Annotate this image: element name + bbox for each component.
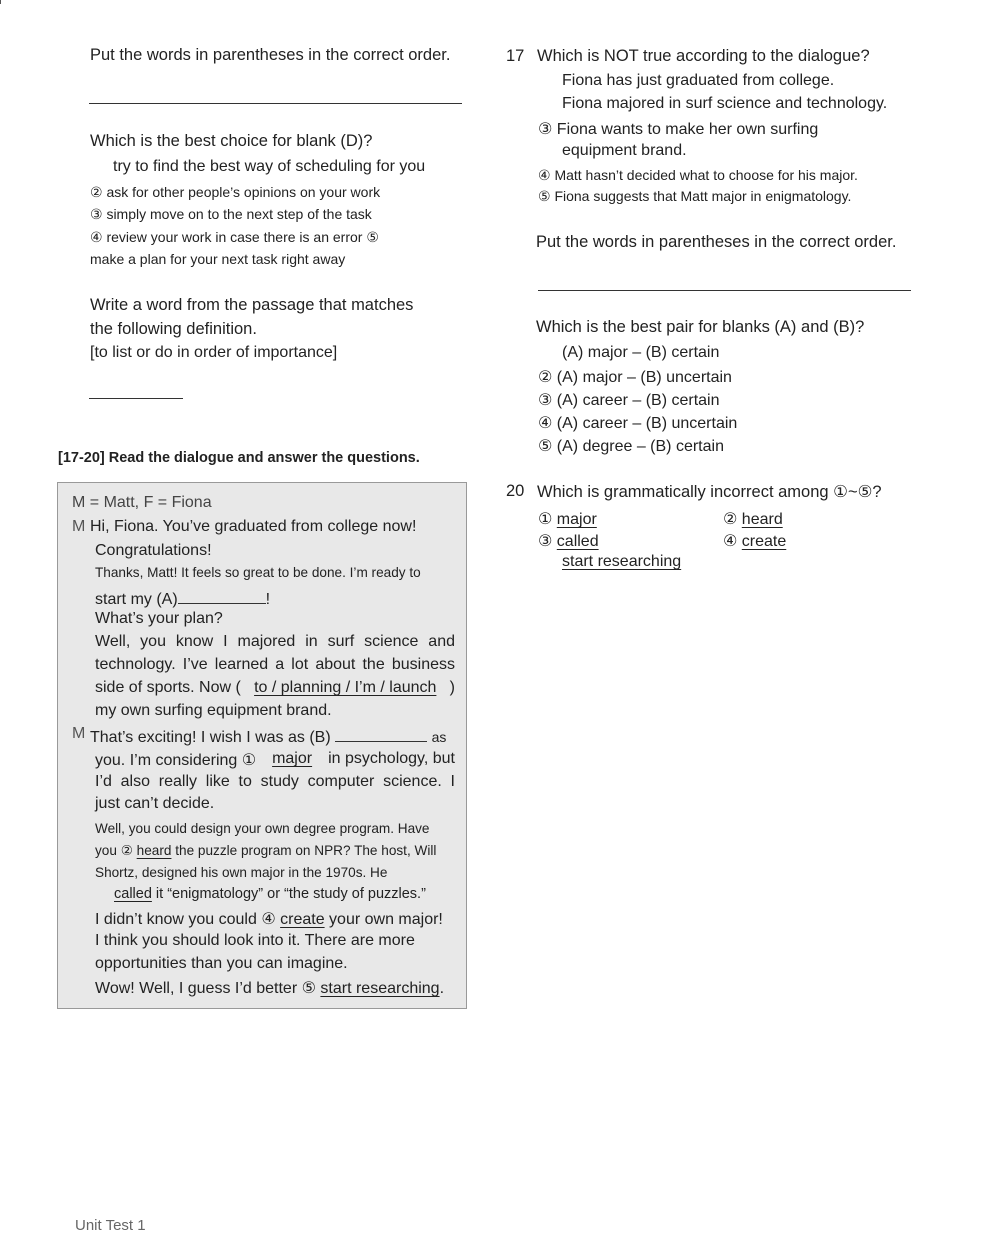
q-pair-option-1[interactable]: (A) major – (B) certain	[562, 344, 720, 361]
answer-line-order-2[interactable]	[538, 290, 911, 291]
dialogue-line-4	[95, 587, 270, 609]
underline-2-heard: heard	[136, 843, 172, 858]
speaker-m-2: M	[72, 725, 86, 742]
blank-a[interactable]	[178, 587, 266, 604]
dialogue-line-11	[95, 750, 455, 770]
underline-4-create: create	[280, 911, 325, 928]
question-order-prompt: Put the words in parentheses in the correct order.	[90, 46, 451, 64]
dialogue-line-2: Congratulations!	[95, 542, 212, 559]
q17-option-3[interactable]: ③ Fiona wants to make her own surfing	[538, 121, 819, 138]
blank-d-option-4[interactable]: ④ review your work in case there is an error ⑤	[90, 229, 379, 245]
dialogue-line-3: Thanks, Matt! It feels so great to be done. I’m ready to	[95, 565, 421, 580]
q20-option-4[interactable]	[723, 531, 786, 551]
underline-3-called: called	[114, 886, 152, 902]
dialogue-line-21-end: .	[439, 980, 445, 997]
q17-option-1[interactable]: Fiona has just graduated from college.	[562, 72, 835, 89]
dialogue-line-10-text: That’s exciting! I wish I was as (B)	[90, 729, 331, 746]
dialogue-line-21	[95, 978, 444, 998]
dialogue-line-19: I think you should look into it. There are more	[95, 932, 415, 949]
dialogue-line-11-end: in psychology, but	[328, 750, 455, 767]
dialogue-line-9: my own surfing equipment brand.	[95, 702, 332, 719]
q-pair-option-3[interactable]: ③ (A) career – (B) certain	[538, 392, 720, 409]
q20-option-5[interactable]: start researching	[562, 553, 682, 570]
q20-option-2[interactable]	[723, 509, 783, 529]
dialogue-line-7: technology. I’ve learned a lot about the business	[95, 656, 455, 673]
q20-option-3-text: called	[556, 533, 599, 550]
q-pair-option-2[interactable]: ② (A) major – (B) uncertain	[538, 369, 732, 386]
q20-option-3-num: ③	[538, 533, 553, 550]
dialogue-line-4-text: start my (A)	[95, 591, 178, 608]
dialogue-line-10	[90, 725, 446, 747]
dialogue-line-20: opportunities than you can imagine.	[95, 955, 348, 972]
q17-prompt: Which is NOT true according to the dialogue?	[537, 47, 870, 65]
blank-b[interactable]	[335, 725, 427, 742]
q-pair-prompt: Which is the best pair for blanks (A) and (B)?	[536, 318, 865, 336]
q17-option-4[interactable]: ④ Matt hasn’t decided what to choose for his major.	[538, 167, 858, 183]
dialogue-line-18-text: I didn’t know you could ④	[95, 911, 276, 928]
dialogue-line-15	[95, 843, 436, 859]
q-pair-option-4[interactable]: ④ (A) career – (B) uncertain	[538, 415, 738, 432]
answer-line-word[interactable]	[89, 398, 183, 399]
dialogue-line-17	[114, 886, 426, 902]
q20-option-2-num: ②	[723, 511, 738, 528]
q17-number: 17	[506, 47, 525, 65]
dialogue-line-17-end: it “enigmatology” or “the study of puzzles.”	[155, 886, 426, 902]
dialogue-line-15-end: the puzzle program on NPR? The host, Will	[175, 843, 437, 858]
question-word-line-2: the following definition.	[90, 320, 257, 338]
page-edge-mark	[0, 0, 1, 4]
dialogue-line-12: I’d also really like to study computer science. I	[95, 773, 455, 790]
blank-d-option-2[interactable]: ② ask for other people’s opinions on your work	[90, 184, 381, 200]
parentheses-words: to / planning / I’m / launch	[254, 679, 437, 696]
q17-option-3-cont: equipment brand.	[562, 142, 687, 159]
dialogue-line-6: Well, you know I majored in surf science and	[95, 633, 455, 650]
q17-option-5[interactable]: ⑤ Fiona suggests that Matt major in enigmatology.	[538, 188, 852, 204]
q20-option-1-text: major	[556, 511, 597, 528]
q17-option-2[interactable]: Fiona majored in surf science and technology.	[562, 95, 888, 112]
question-word-definition: [to list or do in order of importance]	[90, 344, 338, 361]
q-pair-option-5[interactable]: ⑤ (A) degree – (B) certain	[538, 438, 724, 455]
dialogue-cast: M = Matt, F = Fiona	[72, 494, 212, 511]
question-word-line-1: Write a word from the passage that matches	[90, 296, 414, 314]
footer-unit-label: Unit Test 1	[75, 1217, 146, 1234]
q20-option-1[interactable]	[538, 509, 597, 529]
question-blank-d-prompt: Which is the best choice for blank (D)?	[90, 132, 373, 150]
question-order-prompt-2: Put the words in parentheses in the correct order.	[536, 233, 897, 251]
underline-5-start-researching: start researching	[320, 980, 440, 997]
blank-d-option-5[interactable]: make a plan for your next task right away	[90, 251, 346, 267]
q20-option-2-text: heard	[741, 511, 783, 528]
dialogue-line-14: Well, you could design your own degree program. Have	[95, 821, 430, 836]
dialogue-line-13: just can’t decide.	[95, 795, 215, 812]
dialogue-line-4-end: !	[265, 591, 271, 608]
dialogue-line-1: Hi, Fiona. You’ve graduated from college now!	[90, 518, 417, 535]
underline-1-major: major	[272, 750, 313, 767]
answer-line-order[interactable]	[89, 103, 462, 104]
q20-option-4-num: ④	[723, 533, 738, 550]
q20-prompt: Which is grammatically incorrect among ①~⑤?	[537, 483, 882, 501]
speaker-m-1: M	[72, 518, 86, 535]
dialogue-line-8	[95, 679, 455, 697]
dialogue-box	[57, 482, 467, 1009]
dialogue-line-16: Shortz, designed his own major in the 1970s. He	[95, 865, 388, 880]
dialogue-line-18-end: your own major!	[329, 911, 443, 928]
dialogue-line-8-text: side of sports. Now (	[95, 679, 241, 696]
blank-d-option-1[interactable]: try to find the best way of scheduling for you	[113, 158, 426, 175]
dialogue-line-11-text: you. I’m considering ①	[95, 752, 257, 769]
q20-option-3[interactable]	[538, 531, 599, 551]
dialogue-line-10-end: as	[431, 729, 447, 745]
dialogue-line-21-text: Wow! Well, I guess I’d better ⑤	[95, 980, 316, 997]
q20-number: 20	[506, 482, 525, 500]
q20-option-4-text: create	[741, 533, 787, 550]
blank-d-option-3[interactable]: ③ simply move on to the next step of the task	[90, 206, 372, 222]
dialogue-line-15-text: you ②	[95, 843, 133, 858]
dialogue-line-18	[95, 909, 443, 929]
q20-option-1-num: ①	[538, 511, 553, 528]
dialogue-line-5: What’s your plan?	[95, 610, 223, 627]
section-header: [17-20] Read the dialogue and answer the questions.	[58, 450, 420, 466]
dialogue-line-8-end: )	[449, 679, 455, 696]
